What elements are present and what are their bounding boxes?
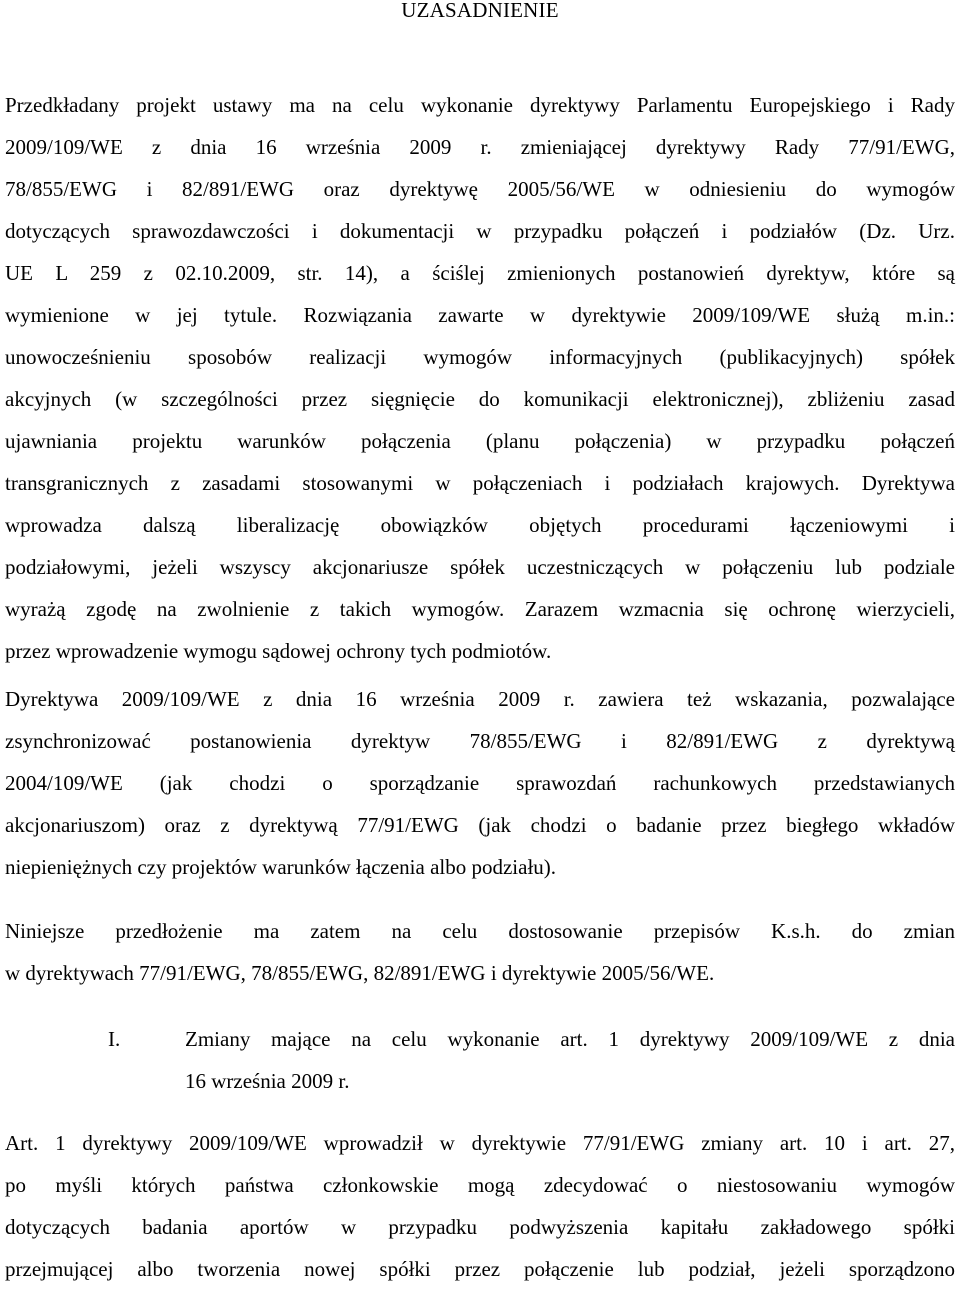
text-line: wyrażą zgodę na zwolnienie z takich wymogów. Zarazem wzmacnia się ochronę wierzycieli,: [5, 597, 955, 621]
text-line: wprowadza dalszą liberalizację obowiązków objętych procedurami łączeniowymi i: [5, 513, 955, 537]
text-line: podziałowymi, jeżeli wszyscy akcjonariusze spółek uczestniczących w połączeniu lub podziale: [5, 555, 955, 579]
text-line: transgranicznych z zasadami stosowanymi w połączeniach i podziałach krajowych. Dyrektywa: [5, 471, 955, 495]
text-line: dotyczących sprawozdawczości i dokumentacji w przypadku połączeń i podziałów (Dz. Urz.: [5, 219, 955, 243]
text-line: akcjonariuszom) oraz z dyrektywą 77/91/EWG (jak chodzi o badanie przez biegłego wkładów: [5, 813, 955, 837]
text-line: 2009/109/WE z dnia 16 września 2009 r. zmieniającej dyrektywy Rady 77/91/EWG,: [5, 135, 955, 159]
text-line: w dyrektywach 77/91/EWG, 78/855/EWG, 82/891/EWG i dyrektywie 2005/56/WE.: [5, 961, 715, 985]
text-line: dotyczących badania aportów w przypadku podwyższenia kapitału zakładowego spółki: [5, 1215, 955, 1239]
text-line: 78/855/EWG i 82/891/EWG oraz dyrektywę 2005/56/WE w odniesieniu do wymogów: [5, 177, 955, 201]
text-line: przez wprowadzenie wymogu sądowej ochrony tych podmiotów.: [5, 639, 552, 663]
text-line: przejmującej albo tworzenia nowej spółki przez połączenie lub podział, jeżeli sporządzono: [5, 1257, 955, 1281]
document-title: UZASADNIENIE: [401, 0, 559, 22]
text-line: UE L 259 z 02.10.2009, str. 14), a ściślej zmienionych postanowień dyrektyw, które są: [5, 261, 955, 285]
paragraph-purpose: [5, 84, 955, 672]
text-line: Art. 1 dyrektywy 2009/109/WE wprowadził w dyrektywie 77/91/EWG zmiany art. 10 i art. 27,: [5, 1131, 955, 1155]
text-line: Zmiany mające na celu wykonanie art. 1 dyrektywy 2009/109/WE z dnia: [185, 1027, 955, 1051]
section-title: [185, 1018, 955, 1102]
text-line: Dyrektywa 2009/109/WE z dnia 16 września 2009 r. zawiera też wskazania, pozwalające: [5, 687, 955, 711]
text-line: niepieniężnych czy projektów warunków łączenia albo podziału).: [5, 855, 557, 879]
text-line: 16 września 2009 r.: [185, 1069, 350, 1093]
text-line: akcyjnych (w szczególności przez sięgnięcie do komunikacji elektronicznej), zbliżeniu zasad: [5, 387, 955, 411]
text-line: 2004/109/WE (jak chodzi o sporządzanie sprawozdań rachunkowych przedstawianych: [5, 771, 955, 795]
text-line: Przedkładany projekt ustawy ma na celu wykonanie dyrektywy Parlamentu Europejskiego i Rady: [5, 93, 955, 117]
text-line: zsynchronizować postanowienia dyrektyw 78/855/EWG i 82/891/EWG z dyrektywą: [5, 729, 955, 753]
text-line: Niniejsze przedłożenie ma zatem na celu dostosowanie przepisów K.s.h. do zmian: [5, 919, 955, 943]
paragraph-article-1: [5, 1122, 955, 1290]
text-line: ujawniania projektu warunków połączenia (planu połączenia) w przypadku połączeń: [5, 429, 955, 453]
text-line: unowocześnieniu sposobów realizacji wymogów informacyjnych (publikacyjnych) spółek: [5, 345, 955, 369]
section-number: I.: [108, 1027, 121, 1051]
text-line: po myśli których państwa członkowskie mogą zdecydować o niestosowaniu wymogów: [5, 1173, 955, 1197]
paragraph-adaptation: [5, 910, 955, 994]
text-line: wymienione w jej tytule. Rozwiązania zawarte w dyrektywie 2009/109/WE służą m.in.:: [5, 303, 955, 327]
paragraph-directive-guidance: [5, 678, 955, 888]
